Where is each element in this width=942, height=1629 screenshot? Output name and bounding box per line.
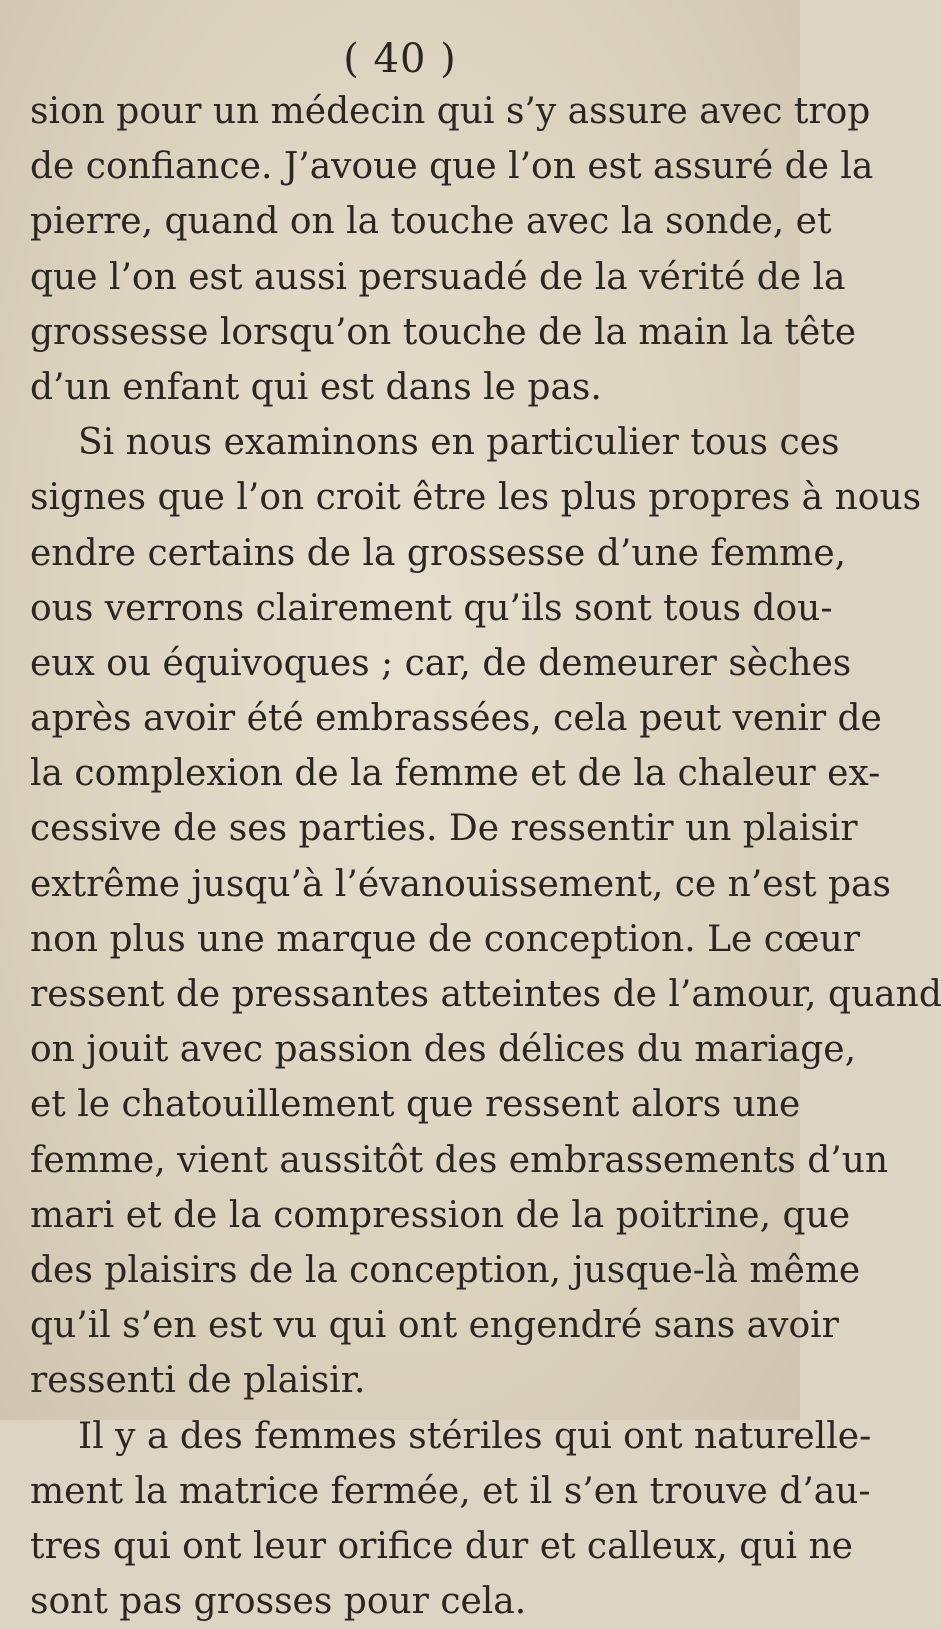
text-line: mari et de la compression de la poitrine, que	[30, 1194, 851, 1236]
text-line: et le chatouillement que ressent alors une	[30, 1084, 801, 1126]
text-line: eux ou équivoques ; car, de demeurer sèches	[30, 642, 852, 684]
text-line: que l’on est aussi persuadé de la vérité de la	[30, 256, 846, 298]
text-line: sion pour un médecin qui s’y assure avec trop	[30, 91, 871, 132]
page-number: ( 40 )	[343, 36, 457, 82]
text-line: sont pas grosses pour cela.	[30, 1581, 527, 1623]
text-line: femme, vient aussitôt des embrassements d’un	[30, 1139, 889, 1181]
text-line: ment la matrice fermée, et il s’en trouve d’au-	[30, 1470, 871, 1512]
body-text	[30, 84, 942, 1629]
text-line: pierre, quand on la touche avec la sonde, et	[30, 201, 832, 243]
text-line: ressenti de plaisir.	[30, 1360, 366, 1402]
text-line: d’un enfant qui est dans le pas.	[30, 366, 602, 408]
text-line: grossesse lorsqu’on touche de la main la tête	[30, 311, 857, 353]
text-line: après avoir été embrassées, cela peut venir de	[30, 698, 882, 740]
paragraph-start-line: Il y a des femmes stériles qui ont naturelle-	[78, 1415, 872, 1457]
text-line: ressent de pressantes atteintes de l’amour, quand	[30, 974, 942, 1015]
text-line: cessive de ses parties. De ressentir un plaisir	[30, 808, 858, 850]
text-line: endre certains de la grossesse d’une femme,	[30, 532, 847, 574]
text-line: tres qui ont leur orifice dur et calleux, qui ne	[30, 1525, 853, 1567]
text-line: la complexion de la femme et de la chaleur ex-	[30, 753, 881, 795]
text-line: non plus une marque de conception. Le cœur	[30, 918, 860, 960]
text-line: on jouit avec passion des délices du mariage,	[30, 1029, 857, 1071]
paragraph-start-line: Si nous examinons en particulier tous ces	[78, 422, 840, 464]
text-line: extrême jusqu’à l’évanouissement, ce n’est pas	[30, 863, 891, 905]
text-line: de confiance. J’avoue que l’on est assuré de la	[30, 146, 874, 188]
text-line: signes que l’on croit être les plus propres à nous	[30, 477, 922, 519]
text-line: des plaisirs de la conception, jusque-là même	[30, 1249, 861, 1291]
text-line: ous verrons clairement qu’ils sont tous dou-	[30, 587, 833, 629]
text-line: qu’il s’en est vu qui ont engendré sans avoir	[30, 1305, 839, 1347]
